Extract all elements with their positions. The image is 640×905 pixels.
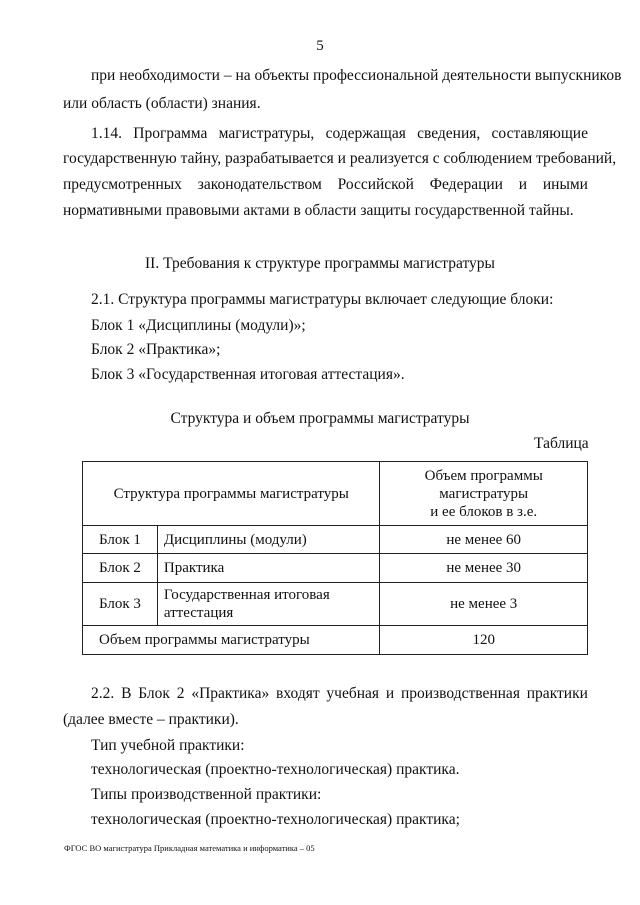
block-name-line: Дисциплины (модули) — [163, 531, 307, 548]
table-label: Таблица — [534, 435, 589, 452]
word: 1.14. — [91, 125, 122, 142]
word: Блок — [138, 685, 170, 702]
word: производственная — [400, 685, 520, 702]
paragraph-line: государственную тайну, разрабатывается и реализуется с соблюдением требований, — [63, 150, 617, 167]
justified-line — [63, 175, 588, 195]
word: магистратуры, — [218, 125, 315, 142]
structure-table — [82, 461, 588, 655]
word: законодательством — [197, 176, 322, 193]
table-title: Структура и объем программы магистратуры — [170, 410, 470, 427]
paragraph-line: или область (области) знания. — [63, 95, 261, 112]
word: предусмотренных — [63, 176, 182, 193]
block-name-line: Государственная итоговая — [163, 587, 330, 603]
word: 2 — [176, 685, 185, 702]
word: иными — [542, 176, 588, 193]
block-cell: Блок 1 — [83, 526, 158, 554]
word: «Практика» — [191, 685, 270, 702]
block-1-item: Блок 1 «Дисциплины (модули)»; — [91, 317, 306, 334]
word: практики — [526, 685, 588, 702]
block-name-cell — [157, 526, 380, 554]
block-2-item: Блок 2 «Практика»; — [91, 341, 221, 358]
block-cell: Блок 2 — [83, 554, 158, 583]
word: составляющие — [491, 125, 588, 142]
edu-practice-value: технологическая (проектно-технологическая) практика. — [91, 761, 460, 778]
word: учебная — [326, 685, 380, 702]
table-row — [83, 554, 588, 583]
header-structure-cell: Структура программы магистратуры — [83, 462, 380, 526]
block-name-line: Практика — [163, 560, 225, 576]
table-row — [83, 526, 588, 554]
word: входят — [276, 685, 320, 702]
block-name-cell — [157, 554, 380, 583]
justified-line — [91, 684, 588, 704]
word: Программа — [133, 125, 208, 142]
header-volume-line: и ее блоков в з.е. — [430, 503, 538, 520]
word: Российской — [337, 176, 414, 193]
word: В — [121, 685, 132, 702]
volume-cell: не менее 60 — [380, 526, 588, 554]
word: и — [518, 176, 528, 193]
volume-cell: не менее 30 — [380, 554, 588, 583]
header-volume-line: магистратуры — [439, 485, 529, 502]
paragraph-line: нормативными правовыми актами в области защиты государственной тайны. — [63, 202, 574, 219]
block-3-item: Блок 3 «Государственная итоговая аттестация». — [91, 366, 405, 383]
header-volume-line: Объем программы — [424, 467, 543, 484]
prod-practice-value: технологическая (проектно-технологическая) практика; — [91, 811, 460, 828]
block-name-line: аттестация — [163, 605, 234, 621]
paragraph-line: при необходимости – на объекты профессиональной деятельности выпускников — [91, 67, 622, 84]
word: и — [385, 685, 395, 702]
word: Федерации — [429, 176, 503, 193]
prod-practice-label: Типы производственной практики: — [91, 786, 322, 803]
table-total-row — [83, 626, 588, 655]
structure-intro: 2.1. Структура программы магистратуры включает следующие блоки: — [91, 291, 554, 308]
volume-cell: не менее 3 — [380, 583, 588, 626]
word: 2.2. — [91, 685, 115, 702]
section-heading: II. Требования к структуре программы магистратуры — [145, 255, 495, 272]
table-row — [83, 583, 588, 626]
total-label-cell: Объем программы магистратуры — [83, 626, 380, 655]
table-header-row — [83, 462, 588, 526]
header-volume-cell — [380, 462, 588, 526]
total-value-cell: 120 — [380, 626, 588, 655]
block-cell: Блок 3 — [83, 583, 158, 626]
page-number: 5 — [316, 38, 324, 54]
block-name-cell — [157, 583, 380, 626]
word: содержащая — [325, 125, 406, 142]
page-footer: ФГОС ВО магистратура Прикладная математика и информатика – 05 — [64, 843, 315, 853]
justified-line — [91, 124, 588, 144]
word: сведения, — [417, 125, 481, 142]
paragraph-line: (далее вместе – практики). — [63, 711, 239, 728]
edu-practice-label: Тип учебной практики: — [91, 737, 245, 754]
